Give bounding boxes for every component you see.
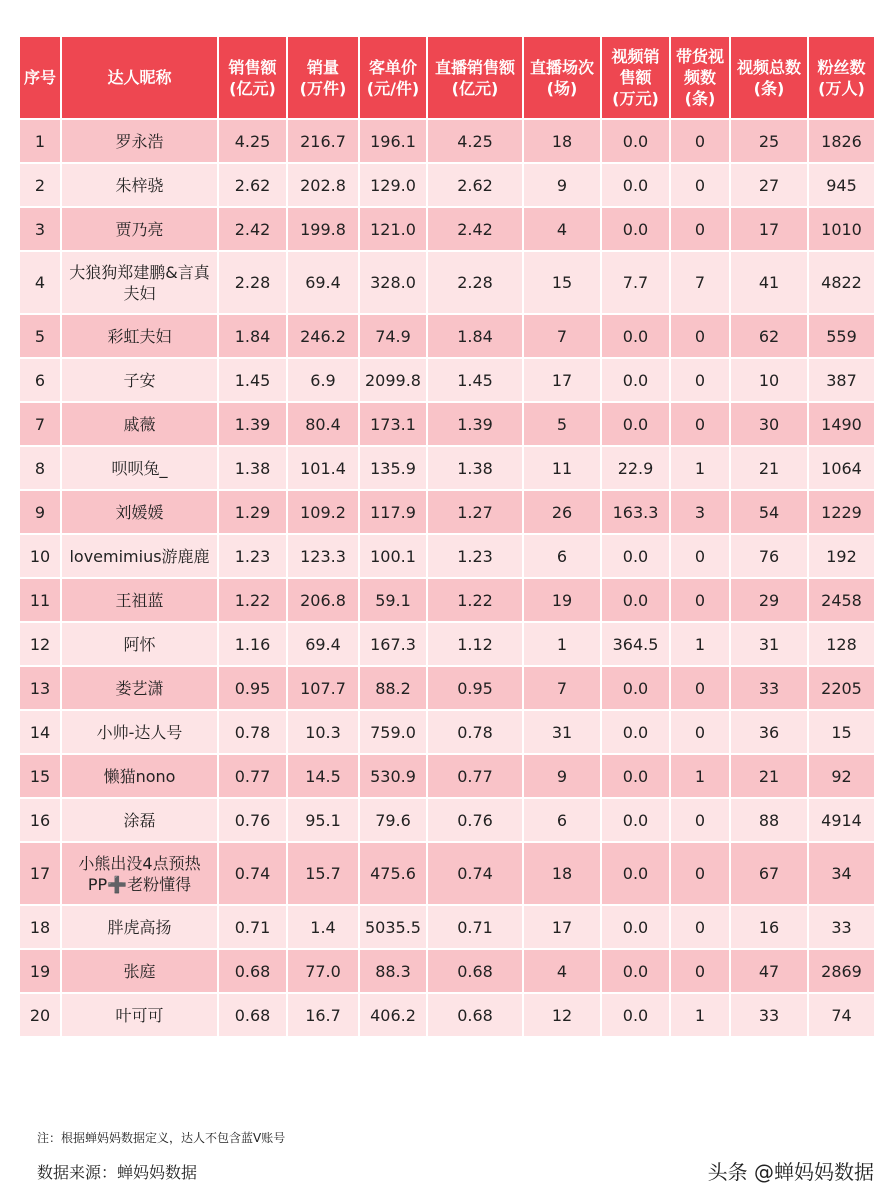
watermark: 头条 @蝉妈妈数据 bbox=[707, 1160, 874, 1184]
metric-cell: 387 bbox=[809, 359, 874, 401]
creator-name-cell: 涂磊 bbox=[62, 799, 217, 841]
metric-cell: 0 bbox=[671, 315, 729, 357]
metric-cell: 1.4 bbox=[288, 906, 358, 948]
creator-name-cell: lovemimius游鹿鹿 bbox=[62, 535, 217, 577]
column-header-line: 视频销 bbox=[611, 47, 660, 66]
footnote: 注：根据蝉妈妈数据定义，达人不包含蓝V账号 bbox=[37, 1131, 286, 1145]
column-header-line: (条) bbox=[753, 78, 785, 98]
metric-cell: 2205 bbox=[809, 667, 874, 709]
metric-cell: 0.77 bbox=[428, 755, 522, 797]
rank-cell: 3 bbox=[20, 208, 60, 250]
table-row bbox=[20, 447, 874, 489]
rank-cell: 12 bbox=[20, 623, 60, 665]
column-header-line: 销售额 bbox=[228, 57, 277, 77]
rank-cell: 16 bbox=[20, 799, 60, 841]
metric-cell: 10 bbox=[731, 359, 807, 401]
metric-cell: 59.1 bbox=[360, 579, 426, 621]
creator-name-cell: 阿怀 bbox=[62, 623, 217, 665]
metric-cell: 163.3 bbox=[602, 491, 669, 533]
column-header bbox=[671, 37, 729, 118]
metric-cell: 129.0 bbox=[360, 164, 426, 206]
metric-cell: 128 bbox=[809, 623, 874, 665]
metric-cell: 2.28 bbox=[219, 252, 286, 313]
column-header-line: (万人) bbox=[818, 78, 865, 98]
metric-cell: 107.7 bbox=[288, 667, 358, 709]
metric-cell: 1 bbox=[524, 623, 600, 665]
metric-cell: 17 bbox=[524, 359, 600, 401]
column-header-line: 序号 bbox=[23, 68, 56, 87]
metric-cell: 1 bbox=[671, 755, 729, 797]
metric-cell: 30 bbox=[731, 403, 807, 445]
column-header-line: 客单价 bbox=[368, 57, 417, 77]
metric-cell: 2458 bbox=[809, 579, 874, 621]
data-source: 数据来源：蝉妈妈数据 bbox=[37, 1163, 198, 1182]
metric-cell: 16.7 bbox=[288, 994, 358, 1036]
column-header bbox=[62, 37, 217, 118]
table-row bbox=[20, 535, 874, 577]
table-row bbox=[20, 491, 874, 533]
metric-cell: 117.9 bbox=[360, 491, 426, 533]
metric-cell: 199.8 bbox=[288, 208, 358, 250]
metric-cell: 1490 bbox=[809, 403, 874, 445]
table-row bbox=[20, 950, 874, 992]
table-header-row bbox=[20, 37, 874, 118]
metric-cell: 7 bbox=[524, 315, 600, 357]
metric-cell: 74 bbox=[809, 994, 874, 1036]
metric-cell: 0.68 bbox=[219, 950, 286, 992]
metric-cell: 206.8 bbox=[288, 579, 358, 621]
rank-cell: 6 bbox=[20, 359, 60, 401]
column-header bbox=[524, 37, 600, 118]
table-row bbox=[20, 623, 874, 665]
metric-cell: 0.0 bbox=[602, 315, 669, 357]
creator-name-cell: 胖虎高扬 bbox=[62, 906, 217, 948]
rank-cell: 2 bbox=[20, 164, 60, 206]
metric-cell: 0.76 bbox=[219, 799, 286, 841]
metric-cell: 0.71 bbox=[428, 906, 522, 948]
metric-cell: 1.22 bbox=[428, 579, 522, 621]
metric-cell: 4822 bbox=[809, 252, 874, 313]
table-row bbox=[20, 755, 874, 797]
metric-cell: 0 bbox=[671, 359, 729, 401]
table-row bbox=[20, 315, 874, 357]
metric-cell: 0.71 bbox=[219, 906, 286, 948]
creator-name-cell: 懒猫nono bbox=[62, 755, 217, 797]
metric-cell: 0.0 bbox=[602, 535, 669, 577]
metric-cell: 1.45 bbox=[219, 359, 286, 401]
metric-cell: 0.78 bbox=[219, 711, 286, 753]
metric-cell: 2.42 bbox=[219, 208, 286, 250]
metric-cell: 530.9 bbox=[360, 755, 426, 797]
metric-cell: 21 bbox=[731, 447, 807, 489]
metric-cell: 192 bbox=[809, 535, 874, 577]
column-header-line: (亿元) bbox=[229, 78, 276, 98]
column-header-line: 频数 bbox=[683, 68, 716, 87]
table-row bbox=[20, 667, 874, 709]
metric-cell: 1.84 bbox=[219, 315, 286, 357]
metric-cell: 1.22 bbox=[219, 579, 286, 621]
table-row bbox=[20, 799, 874, 841]
metric-cell: 33 bbox=[731, 667, 807, 709]
rank-cell: 13 bbox=[20, 667, 60, 709]
metric-cell: 5 bbox=[524, 403, 600, 445]
column-header-line: 直播场次 bbox=[529, 57, 594, 77]
metric-cell: 1.23 bbox=[428, 535, 522, 577]
metric-cell: 79.6 bbox=[360, 799, 426, 841]
metric-cell: 0 bbox=[671, 667, 729, 709]
metric-cell: 0 bbox=[671, 799, 729, 841]
metric-cell: 80.4 bbox=[288, 403, 358, 445]
metric-cell: 88.3 bbox=[360, 950, 426, 992]
metric-cell: 0.0 bbox=[602, 755, 669, 797]
metric-cell: 15 bbox=[524, 252, 600, 313]
metric-cell: 11 bbox=[524, 447, 600, 489]
metric-cell: 76 bbox=[731, 535, 807, 577]
column-header bbox=[731, 37, 807, 118]
metric-cell: 0.0 bbox=[602, 994, 669, 1036]
metric-cell: 95.1 bbox=[288, 799, 358, 841]
metric-cell: 101.4 bbox=[288, 447, 358, 489]
metric-cell: 196.1 bbox=[360, 120, 426, 162]
metric-cell: 1.27 bbox=[428, 491, 522, 533]
metric-cell: 0.0 bbox=[602, 359, 669, 401]
metric-cell: 6 bbox=[524, 799, 600, 841]
table-row bbox=[20, 252, 874, 313]
metric-cell: 123.3 bbox=[288, 535, 358, 577]
metric-cell: 135.9 bbox=[360, 447, 426, 489]
table-row bbox=[20, 843, 874, 904]
table-row bbox=[20, 120, 874, 162]
metric-cell: 0.0 bbox=[602, 403, 669, 445]
creator-name-cell: 朱梓骁 bbox=[62, 164, 217, 206]
metric-cell: 0.0 bbox=[602, 906, 669, 948]
column-header-line: (场) bbox=[546, 78, 578, 98]
metric-cell: 17 bbox=[524, 906, 600, 948]
metric-cell: 33 bbox=[731, 994, 807, 1036]
metric-cell: 1.12 bbox=[428, 623, 522, 665]
metric-cell: 19 bbox=[524, 579, 600, 621]
metric-cell: 1.84 bbox=[428, 315, 522, 357]
column-header bbox=[288, 37, 358, 118]
creator-name-cell: 彩虹夫妇 bbox=[62, 315, 217, 357]
metric-cell: 62 bbox=[731, 315, 807, 357]
column-header bbox=[360, 37, 426, 118]
column-header-line: (亿元) bbox=[451, 78, 499, 98]
metric-cell: 12 bbox=[524, 994, 600, 1036]
metric-cell: 328.0 bbox=[360, 252, 426, 313]
metric-cell: 7 bbox=[524, 667, 600, 709]
metric-cell: 1 bbox=[671, 447, 729, 489]
table-row bbox=[20, 359, 874, 401]
creator-name-cell: 子安 bbox=[62, 359, 217, 401]
creator-name-cell: 小熊出没4点预热PP➕老粉懂得 bbox=[62, 843, 217, 904]
metric-cell: 216.7 bbox=[288, 120, 358, 162]
metric-cell: 1 bbox=[671, 994, 729, 1036]
creator-name-cell: 戚薇 bbox=[62, 403, 217, 445]
metric-cell: 364.5 bbox=[602, 623, 669, 665]
column-header-line: 销量 bbox=[306, 57, 339, 77]
metric-cell: 14.5 bbox=[288, 755, 358, 797]
column-header-line: (万元) bbox=[612, 89, 659, 108]
metric-cell: 47 bbox=[731, 950, 807, 992]
metric-cell: 0.0 bbox=[602, 799, 669, 841]
rank-cell: 20 bbox=[20, 994, 60, 1036]
metric-cell: 1064 bbox=[809, 447, 874, 489]
metric-cell: 0.0 bbox=[602, 843, 669, 904]
metric-cell: 16 bbox=[731, 906, 807, 948]
column-header bbox=[602, 37, 669, 118]
rank-cell: 19 bbox=[20, 950, 60, 992]
metric-cell: 41 bbox=[731, 252, 807, 313]
rank-cell: 14 bbox=[20, 711, 60, 753]
metric-cell: 4 bbox=[524, 950, 600, 992]
metric-cell: 0.0 bbox=[602, 208, 669, 250]
metric-cell: 6.9 bbox=[288, 359, 358, 401]
metric-cell: 27 bbox=[731, 164, 807, 206]
metric-cell: 22.9 bbox=[602, 447, 669, 489]
metric-cell: 0.77 bbox=[219, 755, 286, 797]
rank-cell: 11 bbox=[20, 579, 60, 621]
metric-cell: 4.25 bbox=[428, 120, 522, 162]
metric-cell: 0 bbox=[671, 403, 729, 445]
metric-cell: 1.23 bbox=[219, 535, 286, 577]
table-body bbox=[20, 120, 874, 1036]
creator-name-cell: 贾乃亮 bbox=[62, 208, 217, 250]
metric-cell: 0 bbox=[671, 950, 729, 992]
column-header-line: 粉丝数 bbox=[817, 57, 866, 77]
table-row bbox=[20, 994, 874, 1036]
rank-cell: 5 bbox=[20, 315, 60, 357]
metric-cell: 2869 bbox=[809, 950, 874, 992]
rank-cell: 1 bbox=[20, 120, 60, 162]
metric-cell: 69.4 bbox=[288, 252, 358, 313]
metric-cell: 0.0 bbox=[602, 120, 669, 162]
column-header-line: 视频总数 bbox=[736, 57, 801, 77]
metric-cell: 88 bbox=[731, 799, 807, 841]
metric-cell: 246.2 bbox=[288, 315, 358, 357]
metric-cell: 0.0 bbox=[602, 950, 669, 992]
metric-cell: 945 bbox=[809, 164, 874, 206]
metric-cell: 109.2 bbox=[288, 491, 358, 533]
rank-cell: 9 bbox=[20, 491, 60, 533]
metric-cell: 2.28 bbox=[428, 252, 522, 313]
metric-cell: 9 bbox=[524, 755, 600, 797]
metric-cell: 475.6 bbox=[360, 843, 426, 904]
metric-cell: 2.62 bbox=[428, 164, 522, 206]
column-header-line: (元/件) bbox=[366, 78, 420, 98]
metric-cell: 1.38 bbox=[219, 447, 286, 489]
metric-cell: 1.39 bbox=[219, 403, 286, 445]
metric-cell: 74.9 bbox=[360, 315, 426, 357]
metric-cell: 10.3 bbox=[288, 711, 358, 753]
metric-cell: 167.3 bbox=[360, 623, 426, 665]
metric-cell: 34 bbox=[809, 843, 874, 904]
metric-cell: 33 bbox=[809, 906, 874, 948]
column-header bbox=[219, 37, 286, 118]
metric-cell: 559 bbox=[809, 315, 874, 357]
metric-cell: 1.29 bbox=[219, 491, 286, 533]
metric-cell: 0 bbox=[671, 208, 729, 250]
rank-cell: 18 bbox=[20, 906, 60, 948]
metric-cell: 0.0 bbox=[602, 667, 669, 709]
metric-cell: 0 bbox=[671, 535, 729, 577]
metric-cell: 88.2 bbox=[360, 667, 426, 709]
metric-cell: 406.2 bbox=[360, 994, 426, 1036]
creator-name-cell: 张庭 bbox=[62, 950, 217, 992]
metric-cell: 7.7 bbox=[602, 252, 669, 313]
creator-name-cell: 刘媛媛 bbox=[62, 491, 217, 533]
rank-cell: 4 bbox=[20, 252, 60, 313]
metric-cell: 5035.5 bbox=[360, 906, 426, 948]
metric-cell: 0.76 bbox=[428, 799, 522, 841]
metric-cell: 29 bbox=[731, 579, 807, 621]
metric-cell: 202.8 bbox=[288, 164, 358, 206]
metric-cell: 0.74 bbox=[219, 843, 286, 904]
metric-cell: 173.1 bbox=[360, 403, 426, 445]
metric-cell: 26 bbox=[524, 491, 600, 533]
metric-cell: 92 bbox=[809, 755, 874, 797]
column-header-line: 带货视 bbox=[675, 47, 724, 66]
metric-cell: 18 bbox=[524, 120, 600, 162]
table-row bbox=[20, 208, 874, 250]
rank-cell: 10 bbox=[20, 535, 60, 577]
metric-cell: 0 bbox=[671, 164, 729, 206]
metric-cell: 0.0 bbox=[602, 164, 669, 206]
creator-name-cell: 娄艺潇 bbox=[62, 667, 217, 709]
metric-cell: 4.25 bbox=[219, 120, 286, 162]
rank-cell: 17 bbox=[20, 843, 60, 904]
metric-cell: 0 bbox=[671, 711, 729, 753]
metric-cell: 0 bbox=[671, 843, 729, 904]
creator-name-cell: 罗永浩 bbox=[62, 120, 217, 162]
metric-cell: 0.68 bbox=[428, 994, 522, 1036]
metric-cell: 67 bbox=[731, 843, 807, 904]
metric-cell: 0.95 bbox=[428, 667, 522, 709]
metric-cell: 1010 bbox=[809, 208, 874, 250]
creator-name-cell: 小帅-达人号 bbox=[62, 711, 217, 753]
metric-cell: 0.68 bbox=[219, 994, 286, 1036]
rank-cell: 7 bbox=[20, 403, 60, 445]
metric-cell: 18 bbox=[524, 843, 600, 904]
column-header bbox=[428, 37, 522, 118]
metric-cell: 0.68 bbox=[428, 950, 522, 992]
ranking-table-container bbox=[18, 35, 874, 1038]
table-row bbox=[20, 403, 874, 445]
metric-cell: 1.39 bbox=[428, 403, 522, 445]
metric-cell: 2099.8 bbox=[360, 359, 426, 401]
table-row bbox=[20, 164, 874, 206]
metric-cell: 15.7 bbox=[288, 843, 358, 904]
metric-cell: 1 bbox=[671, 623, 729, 665]
metric-cell: 2.62 bbox=[219, 164, 286, 206]
metric-cell: 0 bbox=[671, 579, 729, 621]
metric-cell: 0.0 bbox=[602, 711, 669, 753]
column-header-line: (万件) bbox=[299, 78, 347, 98]
column-header-line: 达人昵称 bbox=[107, 68, 172, 87]
creator-name-cell: 大狼狗郑建鹏&言真夫妇 bbox=[62, 252, 217, 313]
metric-cell: 25 bbox=[731, 120, 807, 162]
metric-cell: 7 bbox=[671, 252, 729, 313]
column-header-line: (条) bbox=[684, 89, 716, 108]
metric-cell: 3 bbox=[671, 491, 729, 533]
metric-cell: 0 bbox=[671, 120, 729, 162]
metric-cell: 17 bbox=[731, 208, 807, 250]
column-header-line: 直播销售额 bbox=[434, 57, 515, 77]
metric-cell: 4914 bbox=[809, 799, 874, 841]
metric-cell: 77.0 bbox=[288, 950, 358, 992]
creator-name-cell: 呗呗兔_ bbox=[62, 447, 217, 489]
ranking-table bbox=[18, 35, 876, 1038]
metric-cell: 0.74 bbox=[428, 843, 522, 904]
metric-cell: 9 bbox=[524, 164, 600, 206]
metric-cell: 0 bbox=[671, 906, 729, 948]
metric-cell: 36 bbox=[731, 711, 807, 753]
metric-cell: 15 bbox=[809, 711, 874, 753]
metric-cell: 1.38 bbox=[428, 447, 522, 489]
metric-cell: 759.0 bbox=[360, 711, 426, 753]
metric-cell: 21 bbox=[731, 755, 807, 797]
metric-cell: 2.42 bbox=[428, 208, 522, 250]
metric-cell: 4 bbox=[524, 208, 600, 250]
table-row bbox=[20, 579, 874, 621]
metric-cell: 1826 bbox=[809, 120, 874, 162]
rank-cell: 8 bbox=[20, 447, 60, 489]
creator-name-cell: 王祖蓝 bbox=[62, 579, 217, 621]
metric-cell: 0.95 bbox=[219, 667, 286, 709]
column-header bbox=[20, 37, 60, 118]
creator-name-cell: 叶可可 bbox=[62, 994, 217, 1036]
table-row bbox=[20, 711, 874, 753]
metric-cell: 1229 bbox=[809, 491, 874, 533]
metric-cell: 0.0 bbox=[602, 579, 669, 621]
metric-cell: 69.4 bbox=[288, 623, 358, 665]
metric-cell: 1.45 bbox=[428, 359, 522, 401]
table-row bbox=[20, 906, 874, 948]
metric-cell: 54 bbox=[731, 491, 807, 533]
column-header bbox=[809, 37, 874, 118]
rank-cell: 15 bbox=[20, 755, 60, 797]
column-header-line: 售额 bbox=[619, 68, 652, 87]
metric-cell: 31 bbox=[731, 623, 807, 665]
metric-cell: 1.16 bbox=[219, 623, 286, 665]
metric-cell: 100.1 bbox=[360, 535, 426, 577]
metric-cell: 6 bbox=[524, 535, 600, 577]
metric-cell: 121.0 bbox=[360, 208, 426, 250]
metric-cell: 0.78 bbox=[428, 711, 522, 753]
metric-cell: 31 bbox=[524, 711, 600, 753]
